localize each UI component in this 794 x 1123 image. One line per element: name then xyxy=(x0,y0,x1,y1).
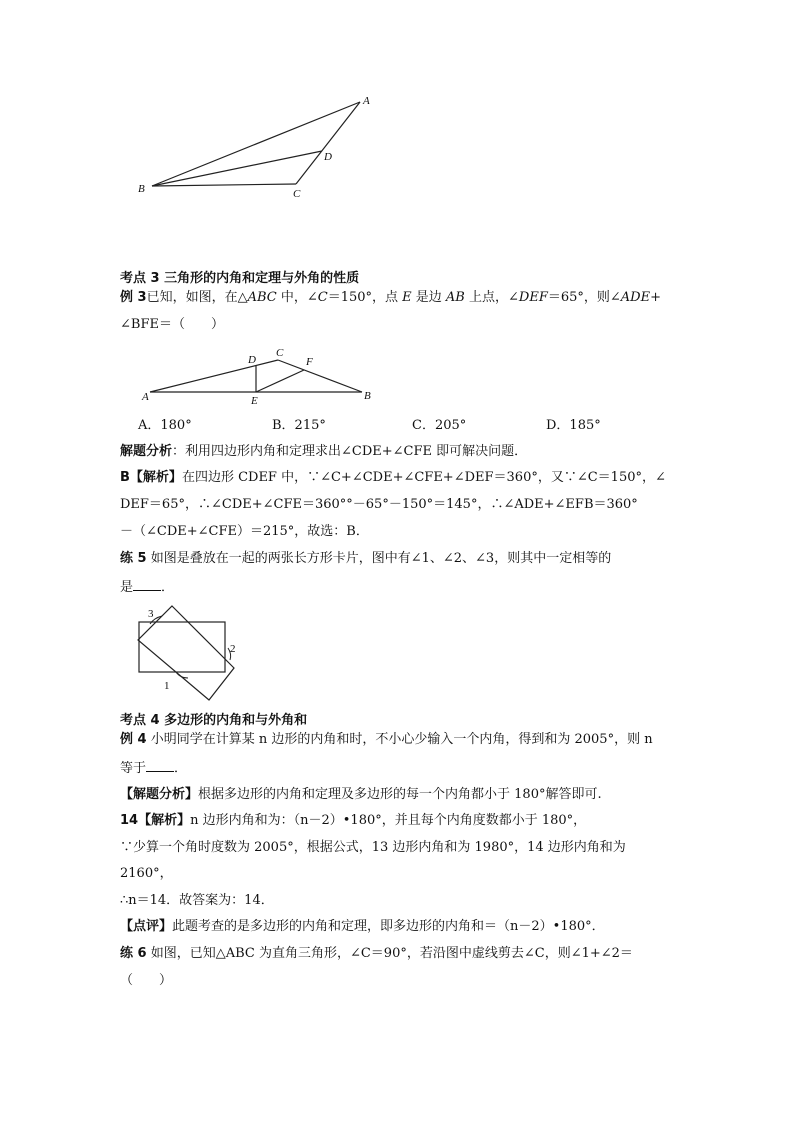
text: + xyxy=(650,290,661,305)
text: 如图，已知△ABC 为直角三角形，∠C＝90°，若沿图中虚线剪去∠C，则∠1+∠2＝ xyxy=(146,946,633,961)
solution-3-line3: －（∠CDE+∠CFE）＝215°，故选：B． xyxy=(120,524,369,539)
label-a: A xyxy=(142,391,149,403)
text: 上点，∠ xyxy=(464,290,519,305)
solution-4-line3: 2160°， xyxy=(120,866,173,881)
analysis-3-text: ：利用四边形内角和定理求出∠CDE+∠CFE 即可解决问题． xyxy=(172,444,528,459)
label-b: B xyxy=(364,390,371,402)
example-4-line1 xyxy=(120,731,653,749)
text: C xyxy=(317,290,328,305)
answer-blank xyxy=(133,578,161,591)
text: AB xyxy=(445,290,465,305)
analysis-3-label: 解题分析 xyxy=(120,444,173,459)
text: 已知，如图，在△ xyxy=(146,290,248,305)
example-3-line2: ∠BFE＝（ ） xyxy=(120,317,224,332)
option-a: A．180° xyxy=(138,418,192,433)
example-3-line1 xyxy=(120,289,661,307)
option-d: D．185° xyxy=(546,418,601,433)
text: 是边 xyxy=(411,290,446,305)
solution-4-line1 xyxy=(120,812,586,830)
analysis-4-label: 【解题分析】 xyxy=(120,787,199,802)
comment-text: 此题考查的是多边形的内角和定理，即多边形的内角和＝（n－2）•180°． xyxy=(172,919,605,934)
figure-quadrilateral-cdef xyxy=(130,342,390,408)
figure-triangle-abc xyxy=(130,88,390,208)
solution-4-line4: ∴n＝14．故答案为：14． xyxy=(120,893,274,908)
practice-6-label: 练 6 xyxy=(120,946,147,961)
label-f: F xyxy=(306,356,313,368)
text: n 边形内角和为：（n－2）•180°，并且每个内角度数都小于 180°， xyxy=(190,813,587,828)
practice-5-line2: 是 ． xyxy=(120,580,175,595)
comment-label: 【点评】 xyxy=(120,919,173,934)
example-4-label: 例 4 xyxy=(120,732,147,747)
practice-5-line1 xyxy=(120,550,611,568)
segment-ba xyxy=(152,102,360,186)
solution-4-line2: ∵少算一个角时度数为 2005°，根据公式，13 边形内角和为 1980°，14 边形内角和为 xyxy=(120,840,626,855)
segment-ac xyxy=(150,360,278,392)
label-1: 1 xyxy=(164,680,170,692)
section-title-kaodian3: 考点 3 三角形的内角和定理与外角的性质 xyxy=(120,271,360,286)
text: 在四边形 CDEF 中，∵∠C+∠CDE+∠CFE+∠DEF＝360°，又∵∠C＝150°，∠ xyxy=(181,470,666,485)
label-d: D xyxy=(324,151,332,163)
text: E xyxy=(402,290,412,305)
text: 小明同学在计算某 n 边形的内角和时，不小心少输入一个内角，得到和为 2005°，则 n xyxy=(146,732,653,747)
segment-bd xyxy=(152,151,322,186)
text: ＝150°，点 xyxy=(327,290,403,305)
text: ABC xyxy=(247,290,277,305)
figure-overlapping-cards xyxy=(130,600,250,706)
solution-3-line2: DEF＝65°，∴∠CDE+∠CFE＝360°°－65°－150°＝145°，∴∠ADE+∠EFB＝360° xyxy=(120,497,638,512)
text: 等于 xyxy=(120,761,147,776)
answer-letter: B xyxy=(120,470,130,485)
label-c: C xyxy=(293,188,301,200)
solution-3-line1 xyxy=(120,469,666,487)
option-b: B．215° xyxy=(272,418,326,433)
analysis-4 xyxy=(120,786,602,804)
segment-bc xyxy=(152,184,296,186)
option-c: C．205° xyxy=(412,418,467,433)
answer-blank xyxy=(146,759,174,772)
text: 如图是叠放在一起的两张长方形卡片，图中有∠1、∠2、∠3，则其中一定相等的 xyxy=(146,551,612,566)
text: 中，∠ xyxy=(276,290,318,305)
analysis-4-text: 根据多边形的内角和定理及多边形的每一个内角都小于 180°解答即可. xyxy=(198,787,602,802)
segment-ef xyxy=(256,370,304,392)
label-e: E xyxy=(251,395,258,407)
practice-5-label: 练 5 xyxy=(120,551,147,566)
text: 是 xyxy=(120,580,134,595)
text: ADE xyxy=(620,290,651,305)
answer-number: 14 xyxy=(120,813,139,828)
practice-6-line2: （ ） xyxy=(120,973,173,988)
solution-label: 【解析】 xyxy=(129,470,182,485)
label-2: 2 xyxy=(230,643,236,655)
analysis-3 xyxy=(120,443,527,461)
rectangle-card xyxy=(139,622,225,672)
text: ＝65°，则∠ xyxy=(547,290,621,305)
label-d: D xyxy=(248,354,256,366)
label-a: A xyxy=(363,95,370,107)
label-b: B xyxy=(138,183,145,195)
label-c: C xyxy=(276,347,284,359)
example-3-label: 例 3 xyxy=(120,290,147,305)
label-3: 3 xyxy=(148,608,154,620)
rotated-card xyxy=(138,606,234,700)
solution-label: 【解析】 xyxy=(138,813,191,828)
comment xyxy=(120,918,605,936)
text: DEF xyxy=(518,290,548,305)
example-4-line2: 等于 ． xyxy=(120,761,188,776)
section-title-kaodian4: 考点 4 多边形的内角和与外角和 xyxy=(120,713,308,728)
practice-6-line1 xyxy=(120,945,633,963)
